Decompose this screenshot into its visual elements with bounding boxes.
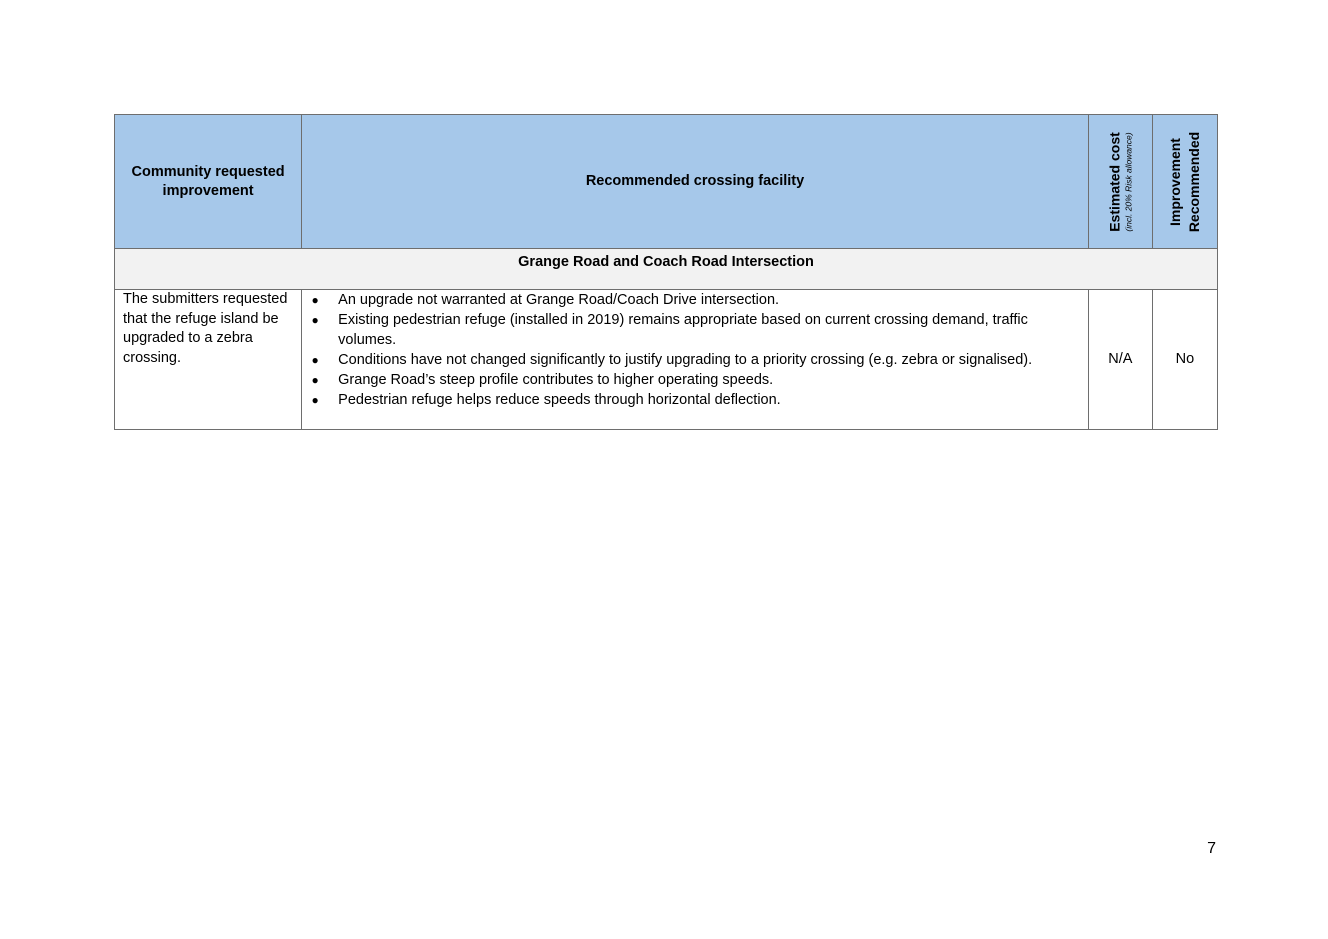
header-estimated-cost-title: Estimated cost <box>1106 131 1123 232</box>
crossing-assessment-table <box>114 114 1218 430</box>
bullet-icon: ● <box>311 352 319 367</box>
recommendation-list <box>302 291 1088 410</box>
table-row <box>115 290 1218 430</box>
page-number: 7 <box>1207 840 1216 857</box>
bullet-icon: ● <box>311 372 319 387</box>
cost-value: N/A <box>1108 350 1133 367</box>
header-improvement-line2: Recommended <box>1185 131 1202 232</box>
header-estimated-cost <box>1088 115 1152 249</box>
header-improvement-recommended <box>1152 115 1217 249</box>
section-title-cell <box>115 249 1218 290</box>
requested-text: The submitters requested that the refuge island be upgraded to a zebra crossing. <box>123 291 288 366</box>
improvement-cell <box>1152 290 1217 430</box>
requested-cell <box>115 290 302 430</box>
improvement-value: No <box>1175 350 1195 367</box>
recommendation-cell <box>302 290 1089 430</box>
section-row <box>115 249 1218 290</box>
list-item: ● Grange Road’s steep profile contributes to higher operating speeds. <box>302 371 1088 391</box>
bullet-icon: ● <box>311 392 319 407</box>
header-recommended-facility: Recommended crossing facility <box>302 115 1089 249</box>
bullet-icon: ● <box>311 313 319 328</box>
header-improvement-line1: Improvement <box>1166 137 1183 226</box>
list-item: ● Conditions have not changed significantly to justify upgrading to a priority crossing (e.g. zebra or signalised). <box>302 351 1088 371</box>
bullet-icon: ● <box>311 293 319 307</box>
section-title: Grange Road and Coach Road Intersection <box>518 254 814 270</box>
header-community-requested: Community requested improvement <box>115 115 302 249</box>
cost-cell <box>1088 290 1152 430</box>
list-item: ● An upgrade not warranted at Grange Road/Coach Drive intersection. <box>302 291 1088 311</box>
header-estimated-cost-note: (incl. 20% Risk allowance) <box>1123 131 1134 232</box>
list-item: ● Existing pedestrian refuge (installed in 2019) remains appropriate based on current crossing demand, traffic volumes. <box>311 312 1028 348</box>
list-item: ● Pedestrian refuge helps reduce speeds through horizontal deflection. <box>302 391 1088 411</box>
table-header-row <box>115 115 1218 249</box>
